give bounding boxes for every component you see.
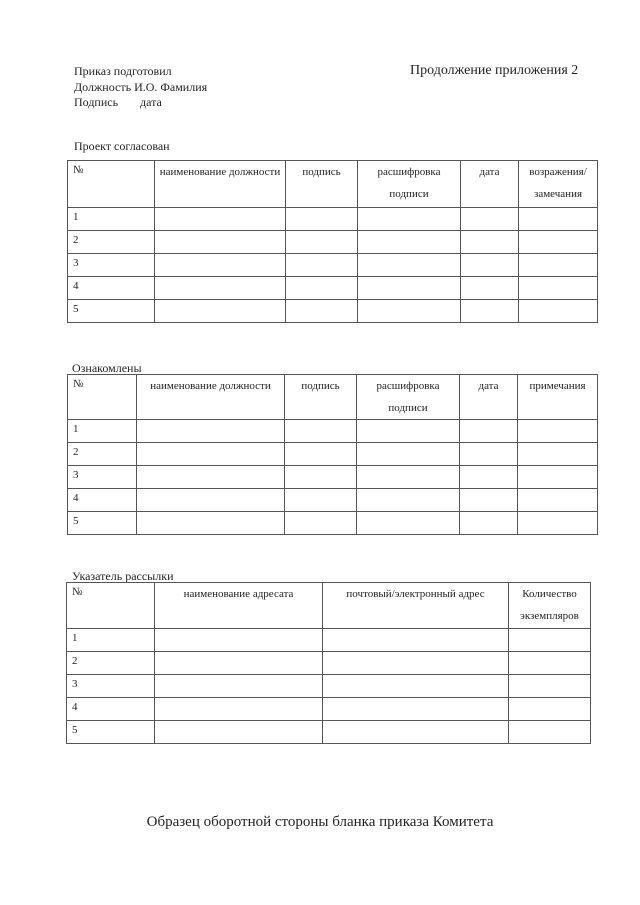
cell-objections[interactable] [519,277,598,300]
cell-position[interactable] [155,300,286,323]
cell-notes[interactable] [518,466,598,489]
cell-date[interactable] [461,254,519,277]
table-row [68,466,598,489]
row-number: 2 [68,443,137,466]
cell-signature-decoding[interactable] [358,300,461,323]
cell-position[interactable] [155,231,286,254]
cell-position[interactable] [155,208,286,231]
header-position: наименование должности [137,375,285,420]
cell-position[interactable] [137,512,285,535]
cell-notes[interactable] [518,443,598,466]
header-number: № [68,375,137,420]
cell-date[interactable] [461,208,519,231]
cell-copies[interactable] [509,721,591,744]
acquainted-caption: Ознакомлены [72,361,142,375]
acquainted-table [67,374,598,535]
cell-signature[interactable] [285,466,357,489]
cell-address[interactable] [323,721,509,744]
cell-copies[interactable] [509,698,591,721]
cell-signature[interactable] [286,208,358,231]
row-number: 3 [68,466,137,489]
cell-objections[interactable] [519,231,598,254]
sign-label: Подпись [74,95,119,109]
cell-position[interactable] [137,443,285,466]
table-row [67,629,591,652]
table-header-row [68,375,598,420]
table-row [67,652,591,675]
cell-signature-decoding[interactable] [358,208,461,231]
header-addressee: наименование адресата [155,583,323,629]
table-row [68,254,598,277]
row-number: 3 [67,675,155,698]
cell-signature-decoding[interactable] [357,466,460,489]
table-header-row [67,583,591,629]
cell-addressee[interactable] [155,652,323,675]
table-row [67,698,591,721]
cell-address[interactable] [323,629,509,652]
header-objections: возражения/ замечания [519,161,598,208]
table-row [68,231,598,254]
row-number: 4 [67,698,155,721]
cell-date[interactable] [460,420,518,443]
cell-signature[interactable] [286,254,358,277]
continuation-label: Продолжение приложения 2 [410,63,579,78]
cell-signature[interactable] [285,489,357,512]
cell-notes[interactable] [518,420,598,443]
table-row [68,443,598,466]
header-number: № [68,161,155,208]
cell-copies[interactable] [509,652,591,675]
cell-objections[interactable] [519,254,598,277]
cell-notes[interactable] [518,489,598,512]
row-number: 5 [68,512,137,535]
cell-signature-decoding[interactable] [357,443,460,466]
cell-addressee[interactable] [155,629,323,652]
cell-address[interactable] [323,698,509,721]
date-label: дата [140,95,162,109]
row-number: 1 [68,420,137,443]
table-row [67,721,591,744]
cell-position[interactable] [155,277,286,300]
header-address: почтовый/электронный адрес [323,583,509,629]
cell-address[interactable] [323,675,509,698]
cell-date[interactable] [461,300,519,323]
table-row [68,420,598,443]
row-number: 1 [67,629,155,652]
header-copies: Количество экземпляров [509,583,591,629]
cell-date[interactable] [460,466,518,489]
approval-table [67,160,598,323]
prepared-by-label: Приказ подготовил [74,64,172,78]
row-number: 3 [68,254,155,277]
cell-date[interactable] [460,443,518,466]
cell-signature-decoding[interactable] [357,512,460,535]
row-number: 4 [68,277,155,300]
cell-signature[interactable] [286,277,358,300]
header-signature: подпись [286,161,358,208]
table-row [67,675,591,698]
cell-notes[interactable] [518,512,598,535]
header-date: дата [461,161,519,208]
cell-address[interactable] [323,652,509,675]
cell-date[interactable] [461,277,519,300]
position-name: Должность И.О. Фамилия [74,80,208,94]
cell-position[interactable] [155,254,286,277]
header-number: № [67,583,155,629]
cell-signature[interactable] [285,420,357,443]
cell-signature-decoding[interactable] [358,254,461,277]
header-notes: примечания [518,375,598,420]
cell-addressee[interactable] [155,721,323,744]
cell-addressee[interactable] [155,698,323,721]
cell-addressee[interactable] [155,675,323,698]
cell-signature-decoding[interactable] [357,420,460,443]
distribution-table [66,582,591,744]
row-number: 2 [68,231,155,254]
cell-signature-decoding[interactable] [358,277,461,300]
table-row [68,300,598,323]
table-row [68,208,598,231]
cell-signature-decoding[interactable] [358,231,461,254]
cell-position[interactable] [137,466,285,489]
row-number: 5 [67,721,155,744]
cell-signature-decoding[interactable] [357,489,460,512]
header-signature-decoding: расшифровка подписи [358,161,461,208]
header-date: дата [460,375,518,420]
row-number: 4 [68,489,137,512]
table-row [68,277,598,300]
cell-copies[interactable] [509,675,591,698]
header-signature-decoding: расшифровка подписи [357,375,460,420]
cell-signature[interactable] [285,443,357,466]
cell-signature[interactable] [286,300,358,323]
cell-position[interactable] [137,489,285,512]
document-title: Образец оборотной стороны бланка приказа Комитета [146,814,494,830]
cell-objections[interactable] [519,300,598,323]
row-number: 5 [68,300,155,323]
cell-signature[interactable] [286,231,358,254]
cell-position[interactable] [137,420,285,443]
cell-date[interactable] [461,231,519,254]
cell-copies[interactable] [509,629,591,652]
row-number: 1 [68,208,155,231]
cell-signature[interactable] [285,512,357,535]
table-row [68,512,598,535]
row-number: 2 [67,652,155,675]
header-position: наименование должности [155,161,286,208]
header-signature: подпись [285,375,357,420]
table-row [68,489,598,512]
cell-objections[interactable] [519,208,598,231]
cell-date[interactable] [460,489,518,512]
table-header-row [68,161,598,208]
approval-caption: Проект согласован [74,139,170,153]
distribution-caption: Указатель рассылки [72,569,174,583]
cell-date[interactable] [460,512,518,535]
